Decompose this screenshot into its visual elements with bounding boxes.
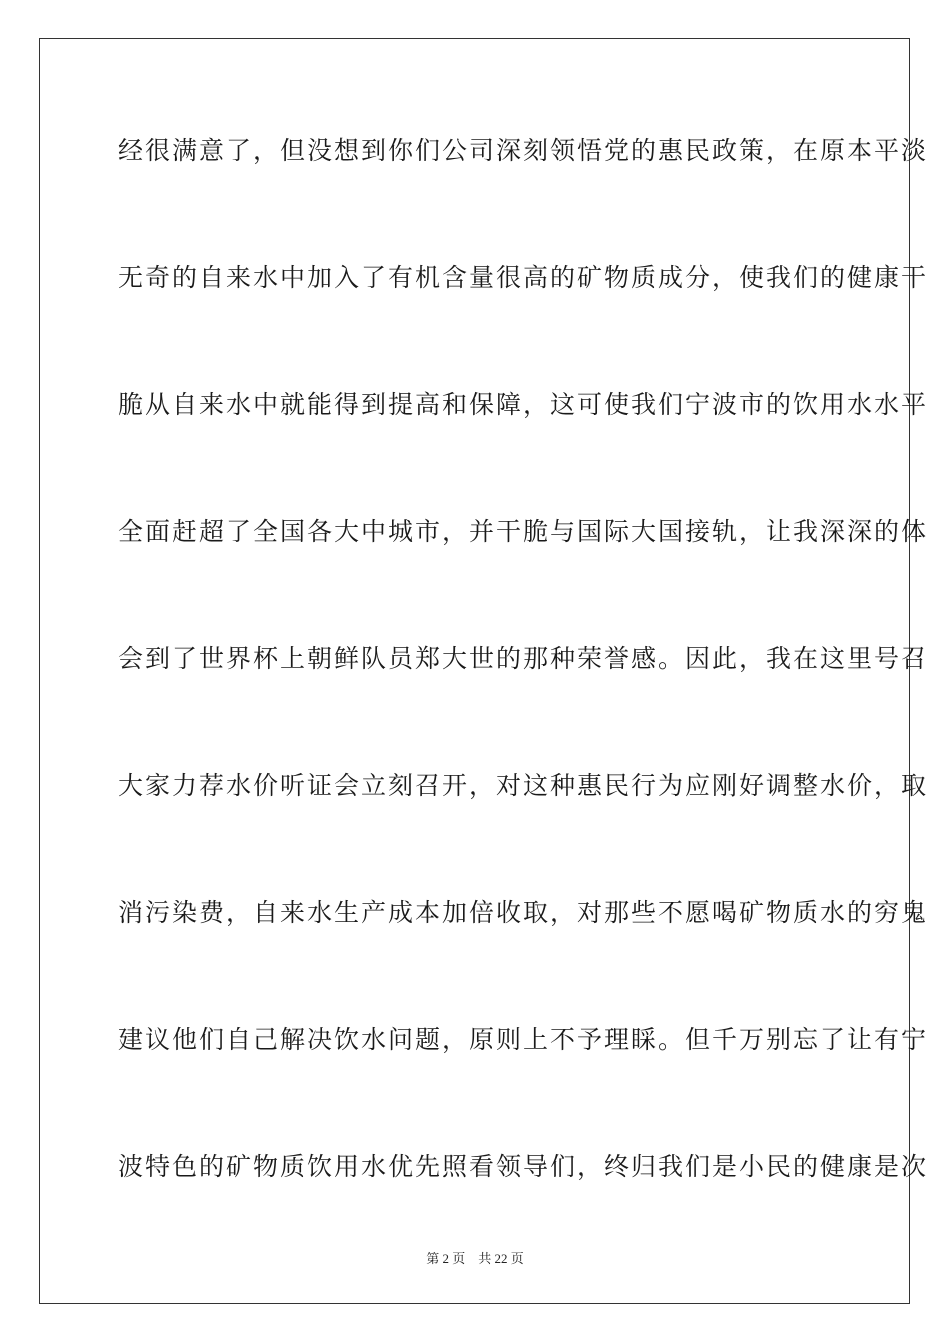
body-text xyxy=(118,126,929,1269)
text-line-6: 大家力荐水价听证会立刻召开，对这种惠民行为应刚好调整水价，取 xyxy=(118,771,929,800)
page-total: 共 22 页 xyxy=(478,1251,524,1266)
text-line-3: 脆从自来水中就能得到提高和保障，这可使我们宁波市的饮用水水平 xyxy=(118,390,929,419)
text-line-4: 全面赶超了全国各大中城市，并干脆与国际大国接轨，让我深深的体 xyxy=(118,517,929,546)
text-line-8: 建议他们自己解决饮水问题，原则上不予理睬。但千万别忘了让有宁 xyxy=(118,1025,929,1054)
text-line-9: 波特色的矿物质饮用水优先照看领导们，终归我们是小民的健康是次 xyxy=(118,1152,929,1181)
text-line-1: 经很满意了，但没想到你们公司深刻领悟党的惠民政策，在原本平淡 xyxy=(118,136,929,165)
text-line-5: 会到了世界杯上朝鲜队员郑大世的那种荣誉感。因此，我在这里号召 xyxy=(118,644,929,673)
page-footer xyxy=(0,1248,950,1267)
text-line-7: 消污染费，自来水生产成本加倍收取，对那些不愿喝矿物质水的穷鬼 xyxy=(118,898,929,927)
text-line-2: 无奇的自来水中加入了有机含量很高的矿物质成分，使我们的健康干 xyxy=(118,263,929,292)
page-number: 第 2 页 xyxy=(426,1251,466,1266)
